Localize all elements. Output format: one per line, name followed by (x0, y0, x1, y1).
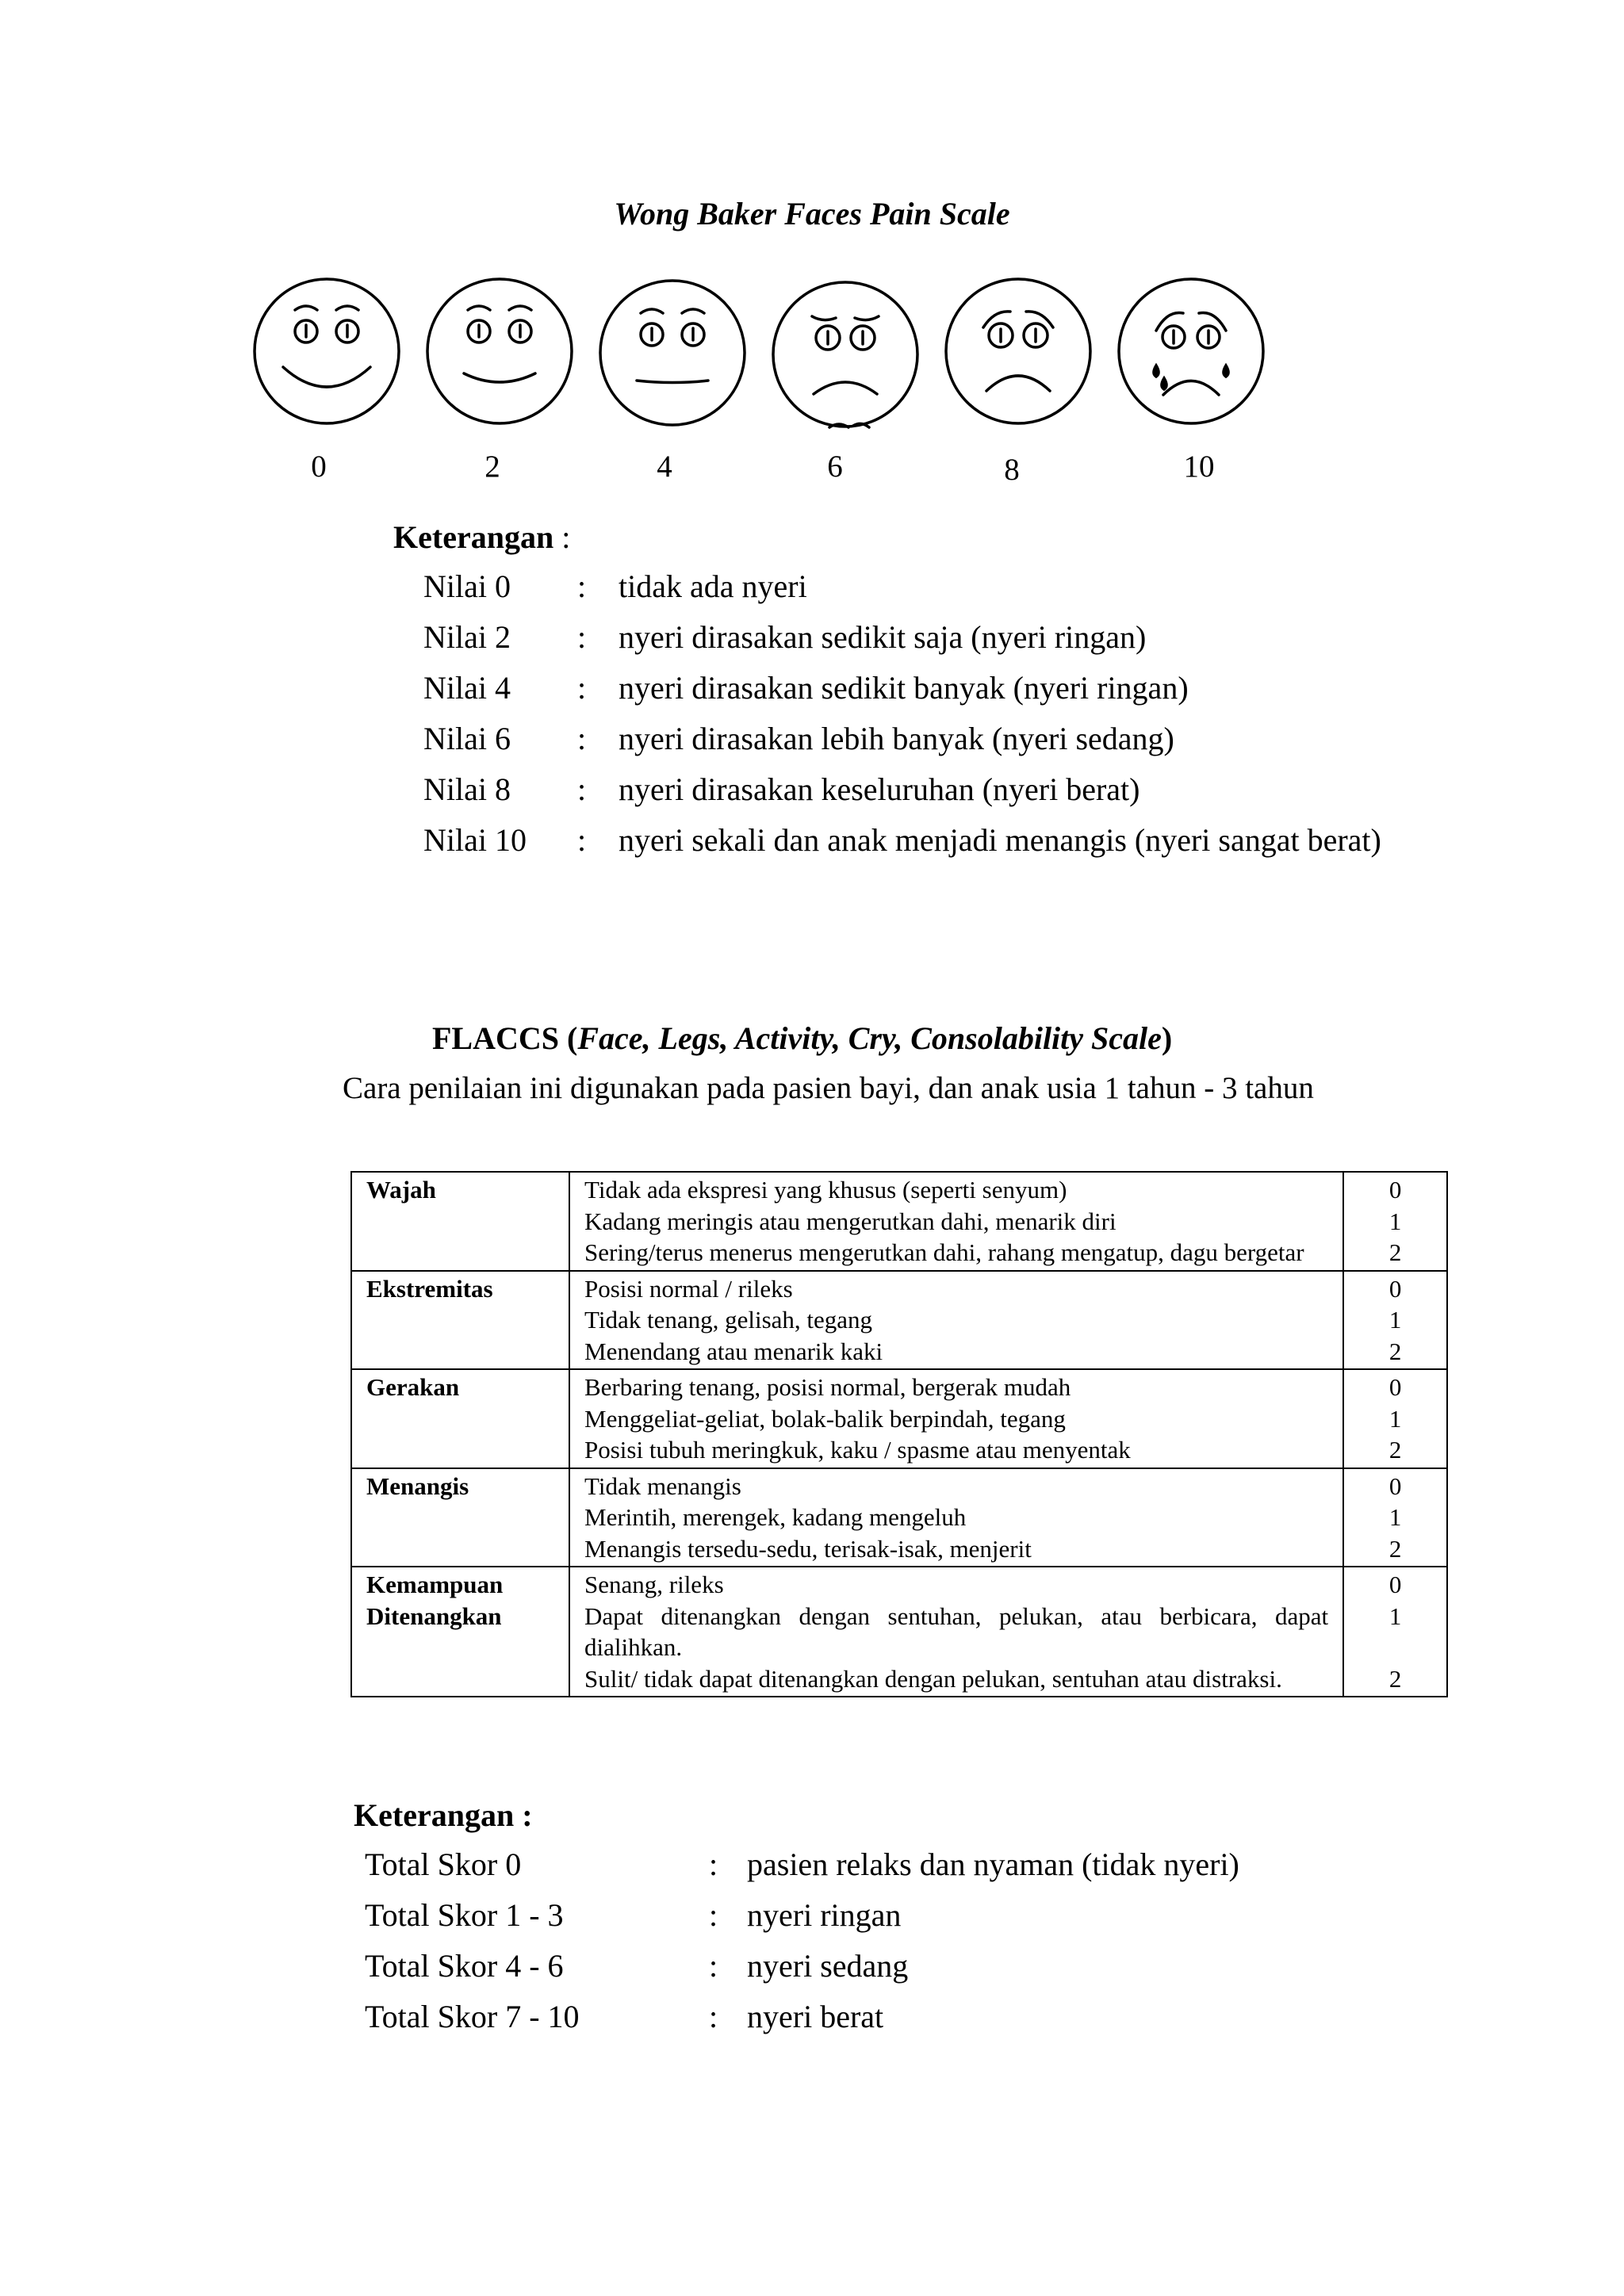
face-0-icon (255, 279, 399, 423)
score-label: 2 (485, 450, 500, 484)
score-cell: 0 1 2 (1343, 1271, 1447, 1370)
category-cell: Kemampuan Ditenangkan (351, 1567, 569, 1697)
category-cell: Gerakan (351, 1369, 569, 1468)
table-row (351, 1271, 1447, 1370)
category-cell: Menangis (351, 1468, 569, 1567)
score-cell: 0 1 2 (1343, 1172, 1447, 1271)
score-label: 10 (1183, 450, 1215, 484)
flaccs-legend-title: Keterangan : (354, 1797, 533, 1833)
table-row (351, 1567, 1447, 1697)
wong-baker-title: Wong Baker Faces Pain Scale (614, 196, 1010, 232)
score-label: 4 (657, 450, 672, 484)
table-row (351, 1468, 1447, 1567)
description-cell: Senang, rileks Dapat ditenangkan dengan sentuhan, pelukan, atau berbicara, dapat dialihkan. Sulit/ tidak dapat ditenangkan dengan pelukan, sentuhan atau distraksi. (569, 1567, 1343, 1697)
table-row (351, 1172, 1447, 1271)
flaccs-subtitle: Cara penilaian ini digunakan pada pasien bayi, dan anak usia 1 tahun - 3 tahun (343, 1071, 1314, 1105)
wong-baker-legend-title: Keterangan : (393, 519, 571, 555)
face-10-icon (1119, 279, 1263, 423)
score-label: 0 (311, 450, 327, 484)
description-cell: Posisi normal / rileks Tidak tenang, gelisah, tegang Menendang atau menarik kaki (569, 1271, 1343, 1370)
face-8-icon (946, 279, 1090, 423)
category-cell: Wajah (351, 1172, 569, 1271)
category-cell: Ekstremitas (351, 1271, 569, 1370)
face-6-icon (773, 282, 917, 427)
face-2-icon (427, 279, 572, 423)
score-cell: 0 1 2 (1343, 1567, 1447, 1697)
description-cell: Berbaring tenang, posisi normal, bergerak mudah Menggeliat-geliat, bolak-balik berpindah, tegang Posisi tubuh meringkuk, kaku / spasme atau menyentak (569, 1369, 1343, 1468)
score-label: 6 (827, 450, 843, 484)
description-cell: Tidak menangis Merintih, merengek, kadang mengeluh Menangis tersedu-sedu, terisak-isak, menjerit (569, 1468, 1343, 1567)
score-label: 8 (1004, 453, 1020, 487)
face-4-icon (600, 281, 745, 425)
table-row (351, 1369, 1447, 1468)
description-cell: Tidak ada ekspresi yang khusus (seperti senyum) Kadang meringis atau mengerutkan dahi, menarik diri Sering/terus menerus mengerutkan dahi, rahang mengatup, dagu bergetar (569, 1172, 1343, 1271)
faces-illustration (0, 0, 1624, 476)
flaccs-table (350, 1171, 1448, 1697)
score-cell: 0 1 2 (1343, 1369, 1447, 1468)
score-cell: 0 1 2 (1343, 1468, 1447, 1567)
